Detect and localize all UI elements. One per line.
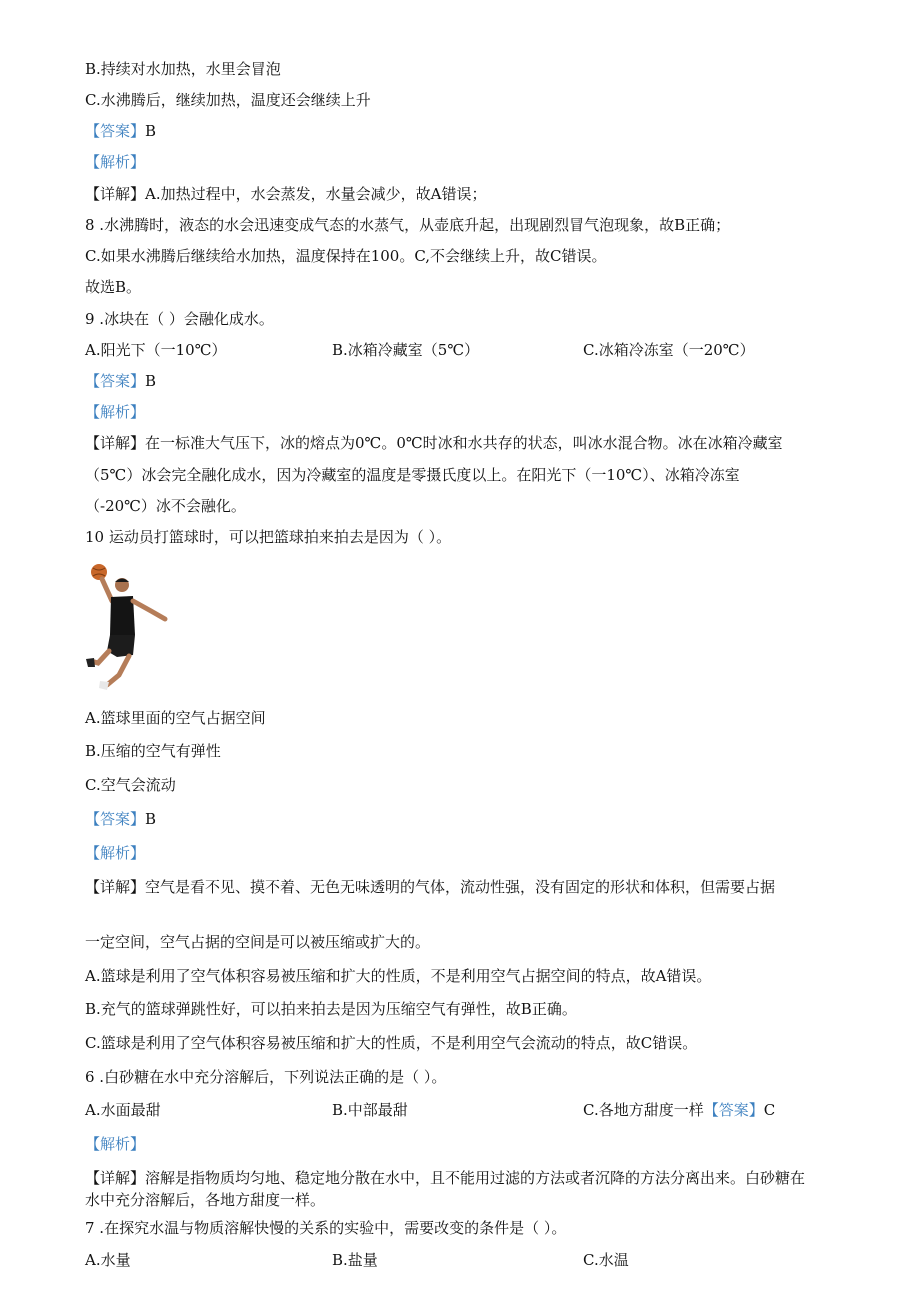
option-c-line: C.水沸腾后，继续加热，温度还会继续上升 — [85, 91, 371, 109]
detail-line — [85, 877, 775, 897]
answer-line — [85, 809, 156, 829]
detail-line: 一定空间，空气占据的空间是可以被压缩或扩大的。 — [85, 933, 431, 951]
detail-text: A.加热过程中，水会蒸发，水量会减少，故A错误； — [145, 185, 487, 203]
q9-option-b: B.冰箱冷藏室（5℃） — [332, 341, 480, 359]
answer-value: B — [145, 122, 157, 140]
q10-option-c: C.空气会流动 — [85, 776, 176, 794]
detail-line — [85, 1168, 805, 1188]
detail-line: 故选B。 — [85, 278, 142, 296]
q9-option-a: A.阳光下（一10℃） — [85, 341, 227, 359]
detail-line: C.如果水沸腾后继续给水加热，温度保持在100。C,不会继续上升，故C错误。 — [85, 247, 607, 265]
detail-tag: 【详解】 — [85, 185, 146, 203]
detail-line: （5℃）冰会完全融化成水，因为冷藏室的温度是零摄氏度以上。在阳光下（一10℃）、冰箱冷冻室 — [85, 466, 740, 484]
basketball-player-image — [85, 563, 175, 691]
question-6: 6 .白砂糖在水中充分溶解后，下列说法正确的是（ ）。 — [85, 1068, 447, 1086]
q10-option-b: B.压缩的空气有弹性 — [85, 742, 221, 760]
detail-text: 空气是看不见、摸不着、无色无味透明的气体，流动性强，没有固定的形状和体积，但需要占据 — [145, 878, 776, 896]
detail-line — [85, 184, 486, 204]
q6-option-c-with-answer — [583, 1100, 775, 1120]
q6-option-b: B.中部最甜 — [332, 1101, 408, 1119]
analysis-tag: 【解析】 — [85, 1135, 146, 1153]
analysis-tag: 【解析】 — [85, 403, 146, 421]
answer-value: B — [145, 810, 157, 828]
detail-line: B.充气的篮球弹跳性好，可以拍来拍去是因为压缩空气有弹性，故B正确。 — [85, 1000, 577, 1018]
detail-text: 在一标准大气压下，冰的熔点为0℃。0℃时冰和水共存的状态，叫冰水混合物。冰在冰箱冷藏室 — [145, 434, 783, 452]
q10-option-a: A.篮球里面的空气占据空间 — [85, 709, 266, 727]
analysis-tag: 【解析】 — [85, 153, 146, 171]
detail-line: A.篮球是利用了空气体积容易被压缩和扩大的性质，不是利用空气占据空间的特点，故A错误。 — [85, 967, 712, 985]
answer-line — [85, 371, 156, 391]
answer-value: B — [145, 372, 157, 390]
answer-tag: 【答案】 — [85, 372, 146, 390]
detail-line — [85, 433, 783, 453]
question-9: 9 .冰块在（ ）会融化成水。 — [85, 310, 274, 328]
detail-tag: 【详解】 — [85, 1169, 146, 1187]
detail-tag: 【详解】 — [85, 878, 146, 896]
detail-text: 溶解是指物质均匀地、稳定地分散在水中，且不能用过滤的方法或者沉降的方法分离出来。白砂糖在 — [145, 1169, 806, 1187]
question-10: 10 运动员打篮球时，可以把篮球拍来拍去是因为（ ）。 — [85, 528, 452, 546]
answer-tag: 【答案】 — [703, 1101, 764, 1119]
q7-option-b: B.盐量 — [332, 1251, 378, 1269]
q7-option-c: C.水温 — [583, 1251, 629, 1269]
detail-line: 水中充分溶解后，各地方甜度一样。 — [85, 1191, 326, 1209]
answer-tag: 【答案】 — [85, 122, 146, 140]
q6-option-a: A.水面最甜 — [85, 1101, 161, 1119]
question-7: 7 .在探究水温与物质溶解快慢的关系的实验中，需要改变的条件是（ ）。 — [85, 1219, 567, 1237]
detail-line: 8 .水沸腾时，液态的水会迅速变成气态的水蒸气，从壶底升起，出现剧烈冒气泡现象，故B正确； — [85, 216, 731, 234]
detail-tag: 【详解】 — [85, 434, 146, 452]
analysis-tag: 【解析】 — [85, 844, 146, 862]
answer-value: C — [763, 1101, 776, 1119]
q9-option-c: C.冰箱冷冻室（一20℃） — [583, 341, 755, 359]
answer-line — [85, 121, 156, 141]
answer-tag: 【答案】 — [85, 810, 146, 828]
detail-line: （-20℃）冰不会融化。 — [85, 497, 246, 515]
detail-line: C.篮球是利用了空气体积容易被压缩和扩大的性质，不是利用空气会流动的特点，故C错误。 — [85, 1034, 698, 1052]
q6-option-c: C.各地方甜度一样 — [583, 1101, 704, 1119]
q7-option-a: A.水量 — [85, 1251, 131, 1269]
option-b-line: B.持续对水加热，水里会冒泡 — [85, 60, 281, 78]
